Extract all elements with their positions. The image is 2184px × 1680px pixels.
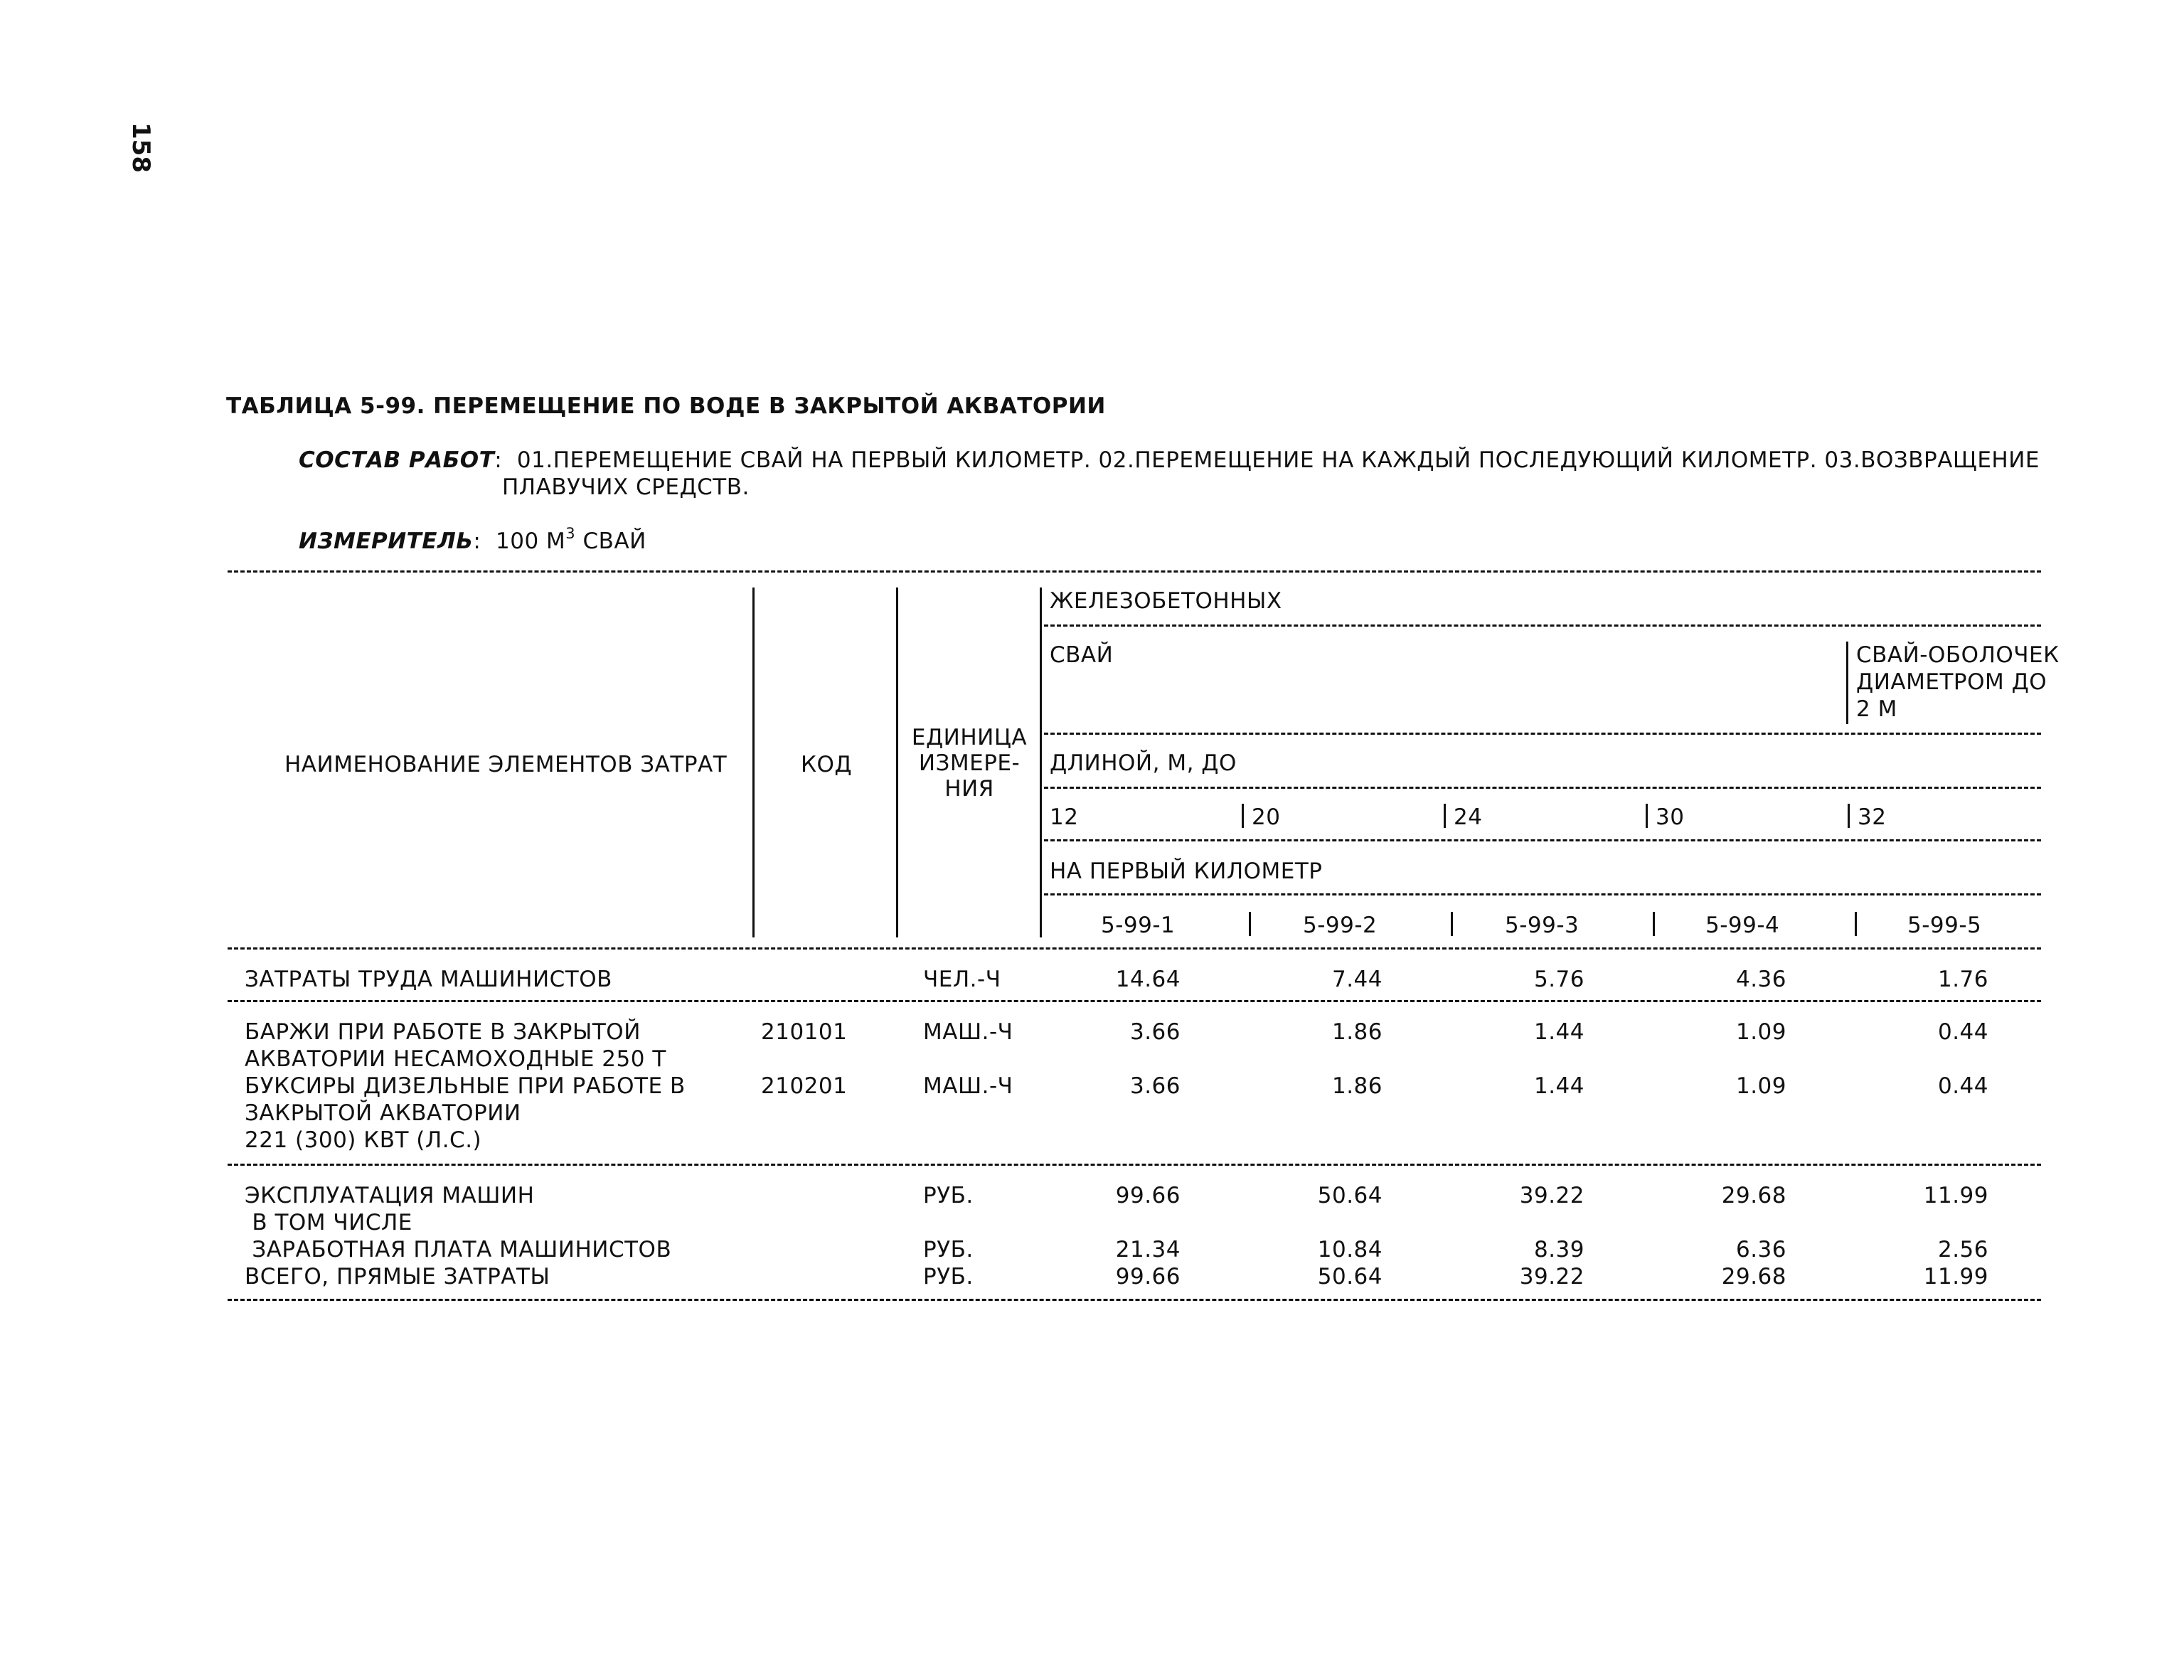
row-value: 99.66 [1115,1264,1181,1290]
work-composition-line2: ПЛАВУЧИХ СРЕДСТВ. [502,474,750,500]
row-name: ЗАРАБОТНАЯ ПЛАТА МАШИНИСТОВ [245,1237,672,1262]
row-value: 1.86 [1331,1019,1383,1045]
section-rule [228,1164,2041,1166]
row-unit: МАШ.-Ч [923,1019,1013,1045]
row-value: 1.86 [1331,1073,1383,1099]
work-composition-line1: 01.ПЕРЕМЕЩЕНИЕ СВАЙ НА ПЕРВЫЙ КИЛОМЕТР. 02.ПЕРЕМЕЩЕНИЕ НА КАЖДЫЙ ПОСЛЕДУЮЩИЙ КИЛОМЕТР. 03.ВОЗВРАЩЕНИЕ [516,447,2040,473]
row-name: ЗАТРАТЫ ТРУДА МАШИНИСТОВ [245,967,612,992]
row-value: 3.66 [1129,1073,1181,1099]
header-length: ДЛИНОЙ, М, ДО [1050,750,1237,776]
column-divider [1855,912,1857,936]
column-divider [1242,804,1244,828]
row-name: 221 (300) КВТ (Л.С.) [245,1127,482,1153]
header-length-value: 20 [1252,804,1281,830]
row-name: ЭКСПЛУАТАЦИЯ МАШИН [245,1183,535,1208]
column-divider [1040,588,1042,937]
row-name: ЗАКРЫТОЙ АКВАТОРИИ [245,1100,521,1126]
row-value: 1.76 [1937,967,1988,992]
header-group: ЖЕЛЕЗОБЕТОННЫХ [1050,588,1282,614]
meter-unit: СВАЙ [582,528,646,554]
row-value: 0.44 [1937,1073,1988,1099]
row-value: 21.34 [1115,1237,1181,1262]
row-name: БАРЖИ ПРИ РАБОТЕ В ЗАКРЫТОЙ [245,1019,641,1045]
header-code-number: 5-99-2 [1303,913,1378,938]
header-code-number: 5-99-4 [1705,913,1780,938]
work-composition-label: СОСТАВ РАБОТ [299,447,495,473]
row-value: 8.39 [1533,1237,1584,1262]
column-divider [1444,804,1446,828]
row-value: 1.44 [1533,1073,1584,1099]
row-unit: РУБ. [923,1237,974,1262]
column-divider [1848,804,1850,828]
row-value: 14.64 [1115,967,1181,992]
meter-value: 100 М [496,528,566,554]
row-value: 50.64 [1317,1264,1383,1290]
row-unit: РУБ. [923,1264,974,1290]
meter-label: ИЗМЕРИТЕЛЬ [299,528,474,554]
row-value: 7.44 [1331,967,1383,992]
header-length-value: 12 [1050,804,1079,830]
row-value: 50.64 [1317,1183,1383,1208]
row-value: 11.99 [1923,1183,1988,1208]
row-unit: МАШ.-Ч [923,1073,1013,1099]
column-divider [1249,912,1251,936]
header-length-value: 32 [1858,804,1887,830]
row-code: 210201 [761,1073,848,1099]
column-divider [752,588,755,937]
header-length-value: 30 [1656,804,1685,830]
header-piles: СВАЙ [1050,642,1114,668]
header-first-km: НА ПЕРВЫЙ КИЛОМЕТР [1050,858,1323,884]
row-value: 99.66 [1115,1183,1181,1208]
meter-exponent: 3 [565,525,576,542]
header-shell-piles-3: 2 М [1856,696,1897,722]
header-unit-3: НИЯ [944,776,994,802]
row-value: 3.66 [1129,1019,1181,1045]
header-shell-piles-2: ДИАМЕТРОМ ДО [1856,669,2047,695]
row-value: 0.44 [1937,1019,1988,1045]
row-value: 1.44 [1533,1019,1584,1045]
header-bottom-rule [228,947,2041,950]
header-code: КОД [801,752,853,777]
header-unit-1: ЕДИНИЦА [911,725,1028,750]
row-unit: РУБ. [923,1183,974,1208]
row-name: ВСЕГО, ПРЯМЫЕ ЗАТРАТЫ [245,1264,550,1290]
column-divider [1646,804,1648,828]
column-divider [1451,912,1453,936]
header-code-number: 5-99-3 [1505,913,1580,938]
header-unit-2: ИЗМЕРЕ- [918,750,1021,776]
header-name: НАИМЕНОВАНИЕ ЭЛЕМЕНТОВ ЗАТРАТ [284,752,728,777]
row-code: 210101 [761,1019,848,1045]
row-unit: ЧЕЛ.-Ч [923,967,1001,992]
header-shell-piles-1: СВАЙ-ОБОЛОЧЕК [1856,642,2060,668]
column-divider [1846,642,1848,724]
header-rule [1044,733,2041,735]
table-bottom-rule [228,1299,2041,1301]
row-name: АКВАТОРИИ НЕСАМОХОДНЫЕ 250 Т [245,1046,666,1072]
row-value: 1.09 [1735,1073,1786,1099]
table-top-rule [228,570,2041,573]
row-name: В ТОМ ЧИСЛЕ [245,1210,412,1235]
row-value: 4.36 [1735,967,1786,992]
column-divider [896,588,898,937]
row-value: 11.99 [1923,1264,1988,1290]
row-value: 6.36 [1735,1237,1786,1262]
row-value: 5.76 [1533,967,1584,992]
row-value: 29.68 [1721,1264,1786,1290]
meter: ИЗМЕРИТЕЛЬ: 100 $М^3$ СВАЙ [299,525,646,554]
row-value: 1.09 [1735,1019,1786,1045]
header-code-number: 5-99-5 [1907,913,1982,938]
work-composition: СОСТАВ РАБОТ: 01.ПЕРЕМЕЩЕНИЕ СВАЙ НА ПЕРВЫЙ КИЛОМЕТР. 02.ПЕРЕМЕЩЕНИЕ НА КАЖДЫЙ ПОСЛЕДУЮЩИЙ КИЛОМЕТР. 03.ВОЗВРАЩЕНИЕ [299,447,2040,473]
section-rule [228,1000,2041,1002]
column-divider [1653,912,1655,936]
row-value: 39.22 [1519,1264,1584,1290]
header-rule [1044,839,2041,841]
header-rule [1044,893,2041,895]
row-value: 39.22 [1519,1183,1584,1208]
header-rule [1044,624,2041,627]
header-length-value: 24 [1454,804,1483,830]
table-title: ТАБЛИЦА 5-99. ПЕРЕМЕЩЕНИЕ ПО ВОДЕ В ЗАКРЫТОЙ АКВАТОРИИ [226,393,1106,419]
header-code-number: 5-99-1 [1101,913,1176,938]
row-name: БУКСИРЫ ДИЗЕЛЬНЫЕ ПРИ РАБОТЕ В [245,1073,686,1099]
row-value: 2.56 [1937,1237,1988,1262]
page-number: 158 [127,122,155,173]
header-rule [1044,787,2041,789]
row-value: 29.68 [1721,1183,1786,1208]
row-value: 10.84 [1317,1237,1383,1262]
